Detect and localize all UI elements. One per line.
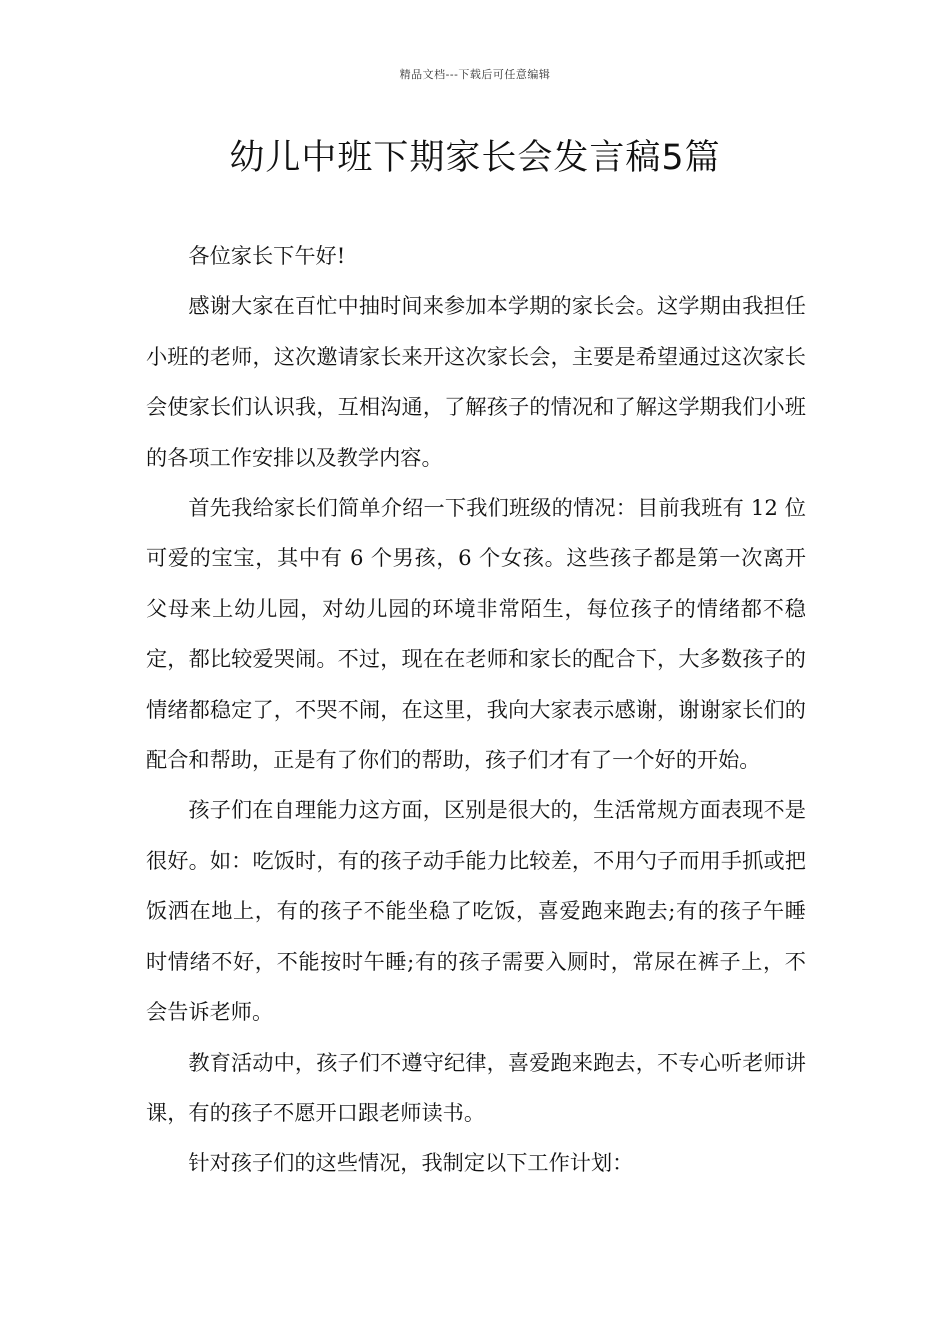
paragraph-greeting: 各位家长下午好! — [188, 243, 346, 268]
paragraph-self-care: 孩子们在自理能力这方面，区别是很大的，生活常规方面表现不是很好。如：吃饭时，有的孩子动手能力比较差，不用勺子而用手抓或把饭洒在地上，有的孩子不能坐稳了吃饭，喜爱跑来跑去;有的孩子午睡时情绪不好，不能按时午睡;有的孩子需要入厕时，常尿在裤子上，不会告诉老师。 — [146, 797, 806, 1025]
paragraph-thanks: 感谢大家在百忙中抽时间来参加本学期的家长会。这学期由我担任小班的老师，这次邀请家长来开这次家长会，主要是希望通过这次家长会使家长们认识我，互相沟通，了解孩子的情况和了解这学期我们小班的各项工作安排以及教学内容。 — [146, 293, 806, 470]
paragraph-plan: 针对孩子们的这些情况，我制定以下工作计划： — [188, 1150, 634, 1176]
paragraph-activities: 教育活动中，孩子们不遵守纪律，喜爱跑来跑去，不专心听老师讲课，有的孩子不愿开口跟老师读书。 — [146, 1049, 806, 1125]
document-title: 幼儿中班下期家长会发言稿5篇 — [229, 138, 721, 178]
document-body — [146, 231, 806, 1189]
paragraph-class-intro: 首先我给家长们简单介绍一下我们班级的情况：目前我班有 12 位可爱的宝宝，其中有 6 个男孩，6 个女孩。这些孩子都是第一次离开父母来上幼儿园，对幼儿园的环境非常陌生，每位孩子的情绪都不稳定，都比较爱哭闹。不过，现在在老师和家长的配合下，大多数孩子的情绪都稳定了，不哭不闹，在这里，我向大家表示感谢，谢谢家长们的配合和帮助，正是有了你们的帮助，孩子们才有了一个好的开始。 — [146, 495, 806, 773]
header-note: 精品文档---下载后可任意编辑 — [399, 68, 551, 81]
